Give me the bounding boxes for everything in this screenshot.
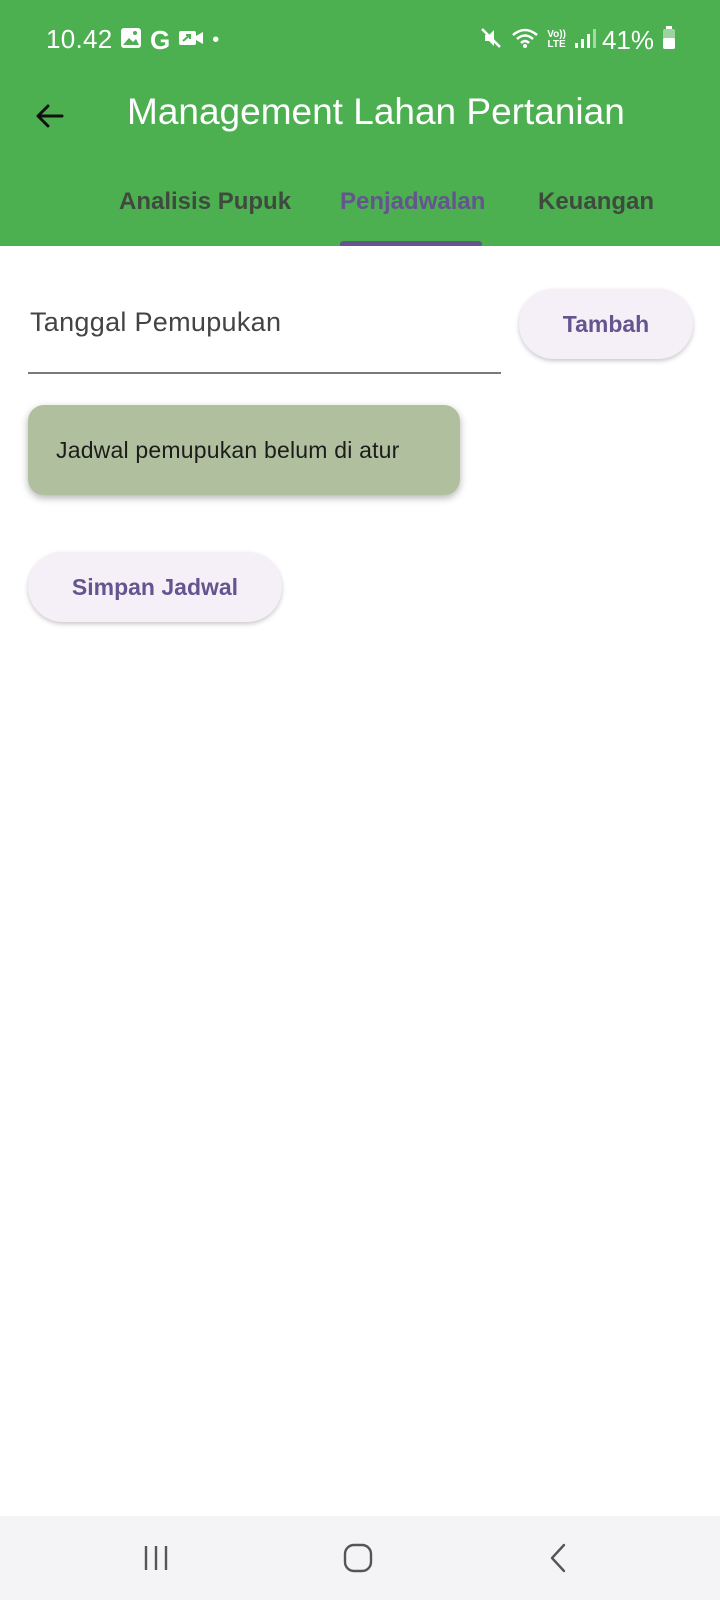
tab-penjadwalan[interactable]: Penjadwalan (340, 188, 486, 215)
system-back-button[interactable] (526, 1530, 590, 1586)
home-button[interactable] (326, 1530, 390, 1586)
date-input-label: Tanggal Pemupukan (30, 307, 282, 337)
back-icon (546, 1542, 570, 1574)
save-schedule-button[interactable]: Simpan Jadwal (28, 552, 282, 622)
back-button[interactable] (24, 90, 76, 142)
recent-apps-icon (140, 1543, 172, 1573)
status-icons-right (471, 24, 676, 56)
signal-icon (574, 27, 596, 54)
status-bar (0, 0, 720, 80)
tab-keuangan[interactable]: Keuangan (538, 188, 655, 215)
app-bar (0, 80, 720, 152)
active-tab-indicator (340, 241, 482, 246)
google-icon: G (150, 25, 171, 55)
gallery-icon (120, 27, 142, 54)
volte-line-1: Vo)) (547, 29, 566, 40)
mute-icon (479, 26, 503, 55)
wifi-icon (511, 26, 539, 55)
status-time: 10.42 (46, 24, 113, 54)
notification-dot-icon: • (212, 29, 220, 51)
app-header (0, 0, 720, 246)
tab-analisis-pupuk[interactable]: Analisis Pupuk (119, 188, 292, 215)
arrow-left-icon (34, 100, 66, 132)
schedule-empty-message: Jadwal pemupukan belum di atur (56, 436, 400, 463)
home-icon (342, 1542, 374, 1574)
system-nav-bar (0, 1516, 720, 1600)
volte-line-2: LTE (547, 39, 566, 50)
battery-icon (662, 26, 676, 55)
recent-apps-button[interactable] (124, 1530, 188, 1586)
page-title: Management Lahan Pertanian (127, 91, 625, 132)
add-button[interactable]: Tambah (519, 289, 693, 359)
video-call-icon (178, 29, 204, 52)
tab-bar (0, 178, 720, 246)
status-icons-left (120, 26, 227, 54)
schedule-status-card (28, 405, 460, 495)
volte-icon (547, 30, 566, 50)
date-input[interactable] (28, 290, 501, 374)
battery-percent: 41% (601, 24, 654, 55)
